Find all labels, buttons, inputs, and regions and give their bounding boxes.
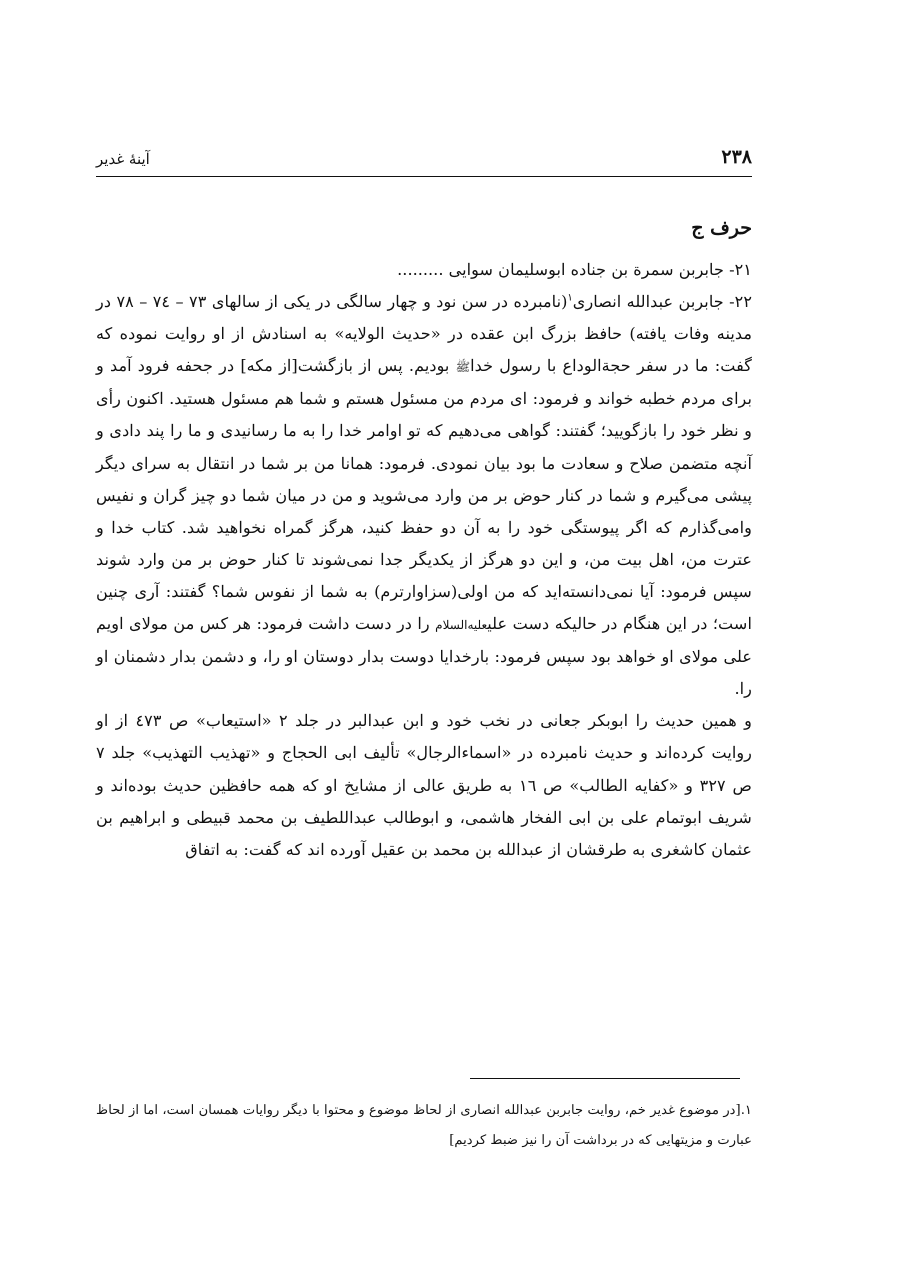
section-heading: حرف ج xyxy=(691,217,752,239)
running-title: آینهٔ غدیر xyxy=(96,150,150,168)
footnote-text: [در موضوع غدیر خم، روایت جابربن عبدالله انصاری از لحاظ موضوع و محتوا با دیگر روایات همسان است، اما از لحاظ عبارت و مزیتهایی که در برداشت آن را نیز ضبط کردیم] xyxy=(96,1103,752,1148)
entry-22 xyxy=(96,286,752,705)
entry-22-lead: ۲۲- جابربن عبدالله انصاری xyxy=(572,292,753,312)
entry-22-part-2: بودیم. پس از بازگشت[از مکه] در جحفه فرود آمد و برای مردم خطبه خواند و فرمود: ای مردم من مسئول هستم و شما هم مسئول هستید. اکنون رأی و نظر خود را بازگویید؛ گفتند: گواهی می‌دهیم که تو اوامر خدا را به ما رسانیدی و ما را پند دادی و آنچه متضمن صلاح و سعادت ما بود بیان نمودی. فرمود: همانا من بر شما در انتقال به سرای دیگر پیشی می‌گیرم و شما در کنار حوض بر من وارد می‌شوید و من در میان شما دو چیز گران و نفیس وامی‌گذارم که اگر پیوستگی خود را به آن دو حفظ کنید، هرگز گمراه نخواهید شد. کتاب خدا و عترت من، اهل بیت من، و این دو هرگز از یکدیگر جدا نمی‌شوند تا کنار حوض بر من وارد شوند سپس فرمود: آیا نمی‌دانسته‌اید که من اولی(سزاوارترم) به شما از نفوس شما؟ گفتند: آری چنین است؛ در این هنگام در حالیکه دست علی xyxy=(96,356,752,634)
sources-paragraph: و همین حدیث را ابوبکر جعانی در نخب خود و ابن عبدالبر در جلد ۲ «استیعاب» ص ٤۷۳ از او روایت کرده‌اند و حدیث نامبرده در «اسماءالرجال» تألیف ابی الحجاج و «تهذیب التهذیب» جلد ۷ ص ۳۲۷ و «کفایه الطالب» ص ۱٦ به طریق عالی از مشایخ او که همه حافظین حدیث بوده‌اند و شریف ابوتمام علی بن ابی الفخار هاشمی، و ابوطالب عبداللطیف بن محمد قبیطی و ابراهیم بن عثمان کاشغری به طرقشان از عبدالله بن محمد بن عقیل آورده اند که گفت: به اتفاق xyxy=(96,711,753,859)
entry-21: ۲۱- جابربن سمرة بن جناده ابوسلیمان سوایی ......... xyxy=(397,260,752,279)
page-header xyxy=(96,146,752,177)
page-number: ۲۳۸ xyxy=(721,146,752,168)
footnote xyxy=(96,1096,752,1156)
entry-22-part-3: را در دست داشت فرمود: هر کس من مولای اویم علی مولای او خواهد بود سپس فرمود: بارخدایا دوست بدار دوستان او را، و دشمن بدار دشمنان او را. xyxy=(96,614,752,699)
ali-honorific-glyph: علیه‌السلام xyxy=(435,618,488,633)
main-text xyxy=(96,212,752,866)
footnote-reference[interactable]: ۱ xyxy=(567,292,573,304)
entry-22-part-1: (نامبرده در سن نود و چهار سالگی در یکی از سالهای ۷۳ – ۷٤ – ۷۸ در مدینه وفات یافته) حافظ بزرگ ابن عقده در «حدیث الولایه» به اسنادش از او روایت نموده که گفت: ما در سفر حجةالوداع با رسول خدا xyxy=(96,292,752,376)
prophet-honorific-glyph: ﷺ xyxy=(455,360,471,375)
footnote-separator xyxy=(470,1078,740,1079)
footnote-number: ۱. xyxy=(740,1103,752,1118)
